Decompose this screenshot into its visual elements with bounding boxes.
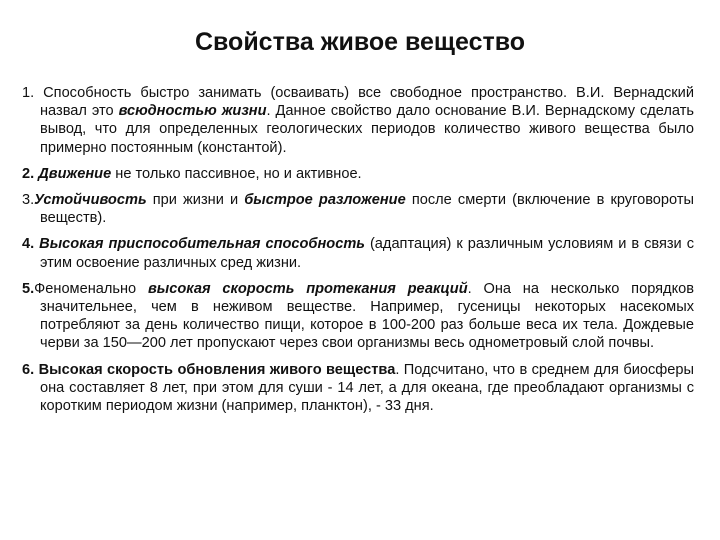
item-number: 1. — [22, 85, 35, 101]
item-highlight: Движение — [38, 165, 112, 182]
item-text: Феноменально — [34, 280, 148, 297]
list-item — [22, 235, 694, 271]
item-text: . Она на несколько порядков значительнее, чем в неживом веществе. Например, гусеницы некоторых насекомых потребляют за день количество пищи, которое в 100-200 раз больше веса их тела. Дождевые черви за 150—200 лет пропускают через свои организмы весь однометровый слой почвы. — [40, 280, 694, 352]
item-text: не только пассивное, но и активное. — [111, 165, 362, 182]
item-number: 2. — [22, 165, 35, 182]
item-number: 5. — [22, 280, 35, 297]
item-number: 6. — [22, 361, 35, 378]
item-text: . Данное свойство дало основание В.И. Вернадскому сделать вывод, что для определенных геологических периодов количество живого вещества было примерно постоянным (константой). — [40, 103, 695, 156]
list-item — [22, 191, 694, 227]
item-text: (адаптация) к различным условиям и в связи с этим освоение различных сред жизни. — [40, 236, 694, 271]
item-highlight: Высокая приспособительная способность — [39, 236, 365, 253]
item-highlight: быстрое разложение — [244, 192, 406, 209]
list-item — [22, 84, 694, 157]
list-item — [22, 280, 694, 353]
slide-title: Свойства живое вещество — [194, 28, 526, 56]
list-item — [22, 361, 694, 416]
item-number: 3. — [22, 192, 35, 209]
item-highlight: Устойчивость — [34, 192, 147, 209]
item-text: Способность быстро занимать (осваивать) все свободное пространство. В.И. Вернадский назвал это — [34, 85, 694, 120]
item-highlight: всюдностью жизни — [118, 103, 267, 120]
list-item — [22, 165, 694, 183]
item-text: . Подсчитано, что в среднем для биосферы она составляет 8 лет, при этом для суши - 14 лет, а для океана, где преобладают организмы с коротким периодом жизни (например, планктон), - 33 дня. — [40, 361, 694, 415]
property-list — [22, 84, 694, 423]
item-text: при жизни и — [146, 192, 245, 209]
item-text: после смерти (включение в круговороты веществ). — [40, 192, 694, 227]
item-number: 4. — [22, 236, 35, 253]
item-highlight: Высокая скорость обновления живого вещества — [38, 361, 396, 378]
item-highlight: высокая скорость протекания реакций — [147, 280, 468, 297]
